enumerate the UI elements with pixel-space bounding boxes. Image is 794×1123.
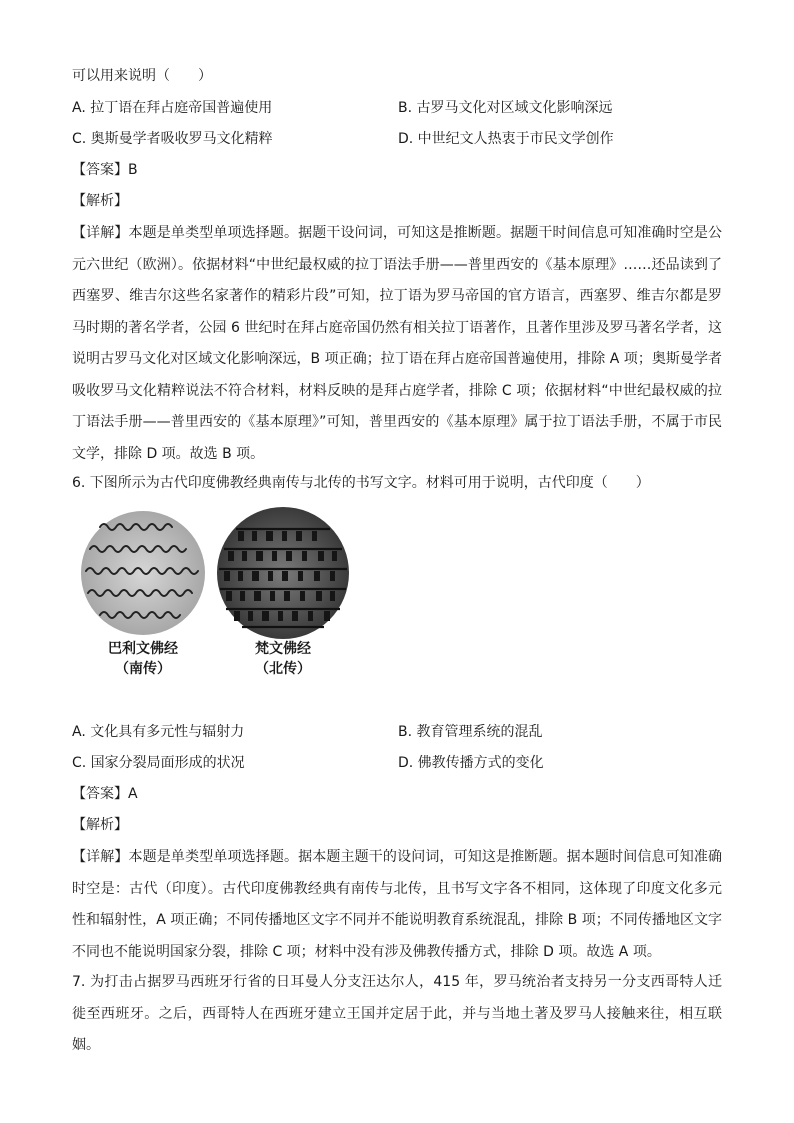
q6-option-a: A. 文化具有多元性与辐射力 (72, 724, 245, 740)
pali-caption-sub: （南传） (115, 661, 171, 677)
q6-answer: 【答案】A (72, 786, 138, 802)
q5-stem-continuation: 可以用来说明（ ） (72, 68, 212, 84)
q6-option-c: C. 国家分裂局面形成的状况 (72, 755, 245, 771)
sanskrit-caption-title: 梵文佛经 (255, 641, 311, 657)
q6-option-b: B. 教育管理系统的混乱 (398, 724, 543, 740)
q6-stem: 6. 下图所示为古代印度佛教经典南传与北传的书写文字。材料可用于说明，古代印度（ ） (72, 475, 650, 491)
script-comparison-figure (78, 505, 378, 695)
sanskrit-caption-sub: （北传） (255, 661, 311, 677)
q5-option-b: B. 古罗马文化对区域文化影响深远 (398, 100, 613, 116)
q6-option-d: D. 佛教传播方式的变化 (398, 755, 544, 771)
sanskrit-manuscript-image (217, 507, 349, 639)
q5-option-c: C. 奥斯曼学者吸收罗马文化精粹 (72, 131, 273, 147)
q5-option-a: A. 拉丁语在拜占庭帝国普遍使用 (72, 100, 273, 116)
manuscript-images (78, 505, 378, 645)
pali-caption-title: 巴利文佛经 (108, 641, 178, 657)
q7-stem: 7. 为打击占据罗马西班牙行省的日耳曼人分支汪达尔人，415 年，罗马统治者支持另一分支西哥特人迁徙至西班牙。之后，西哥特人在西班牙建立王国并定居于此，并与当地土著及罗马人接触来往，相互联姻。 (72, 974, 722, 1053)
q5-analysis-label: 【解析】 (72, 193, 128, 209)
pali-manuscript-image (81, 511, 205, 635)
q5-detail-paragraph: 【详解】本题是单类型单项选择题。据题干设问词，可知这是推断题。据题干时间信息可知准确时空是公元六世纪（欧洲）。依据材料“中世纪最权威的拉丁语法手册——普里西安的《基本原理》……还品读到了西塞罗、维吉尔这些名家著作的精彩片段”可知，拉丁语为罗马帝国的官方语言，西塞罗、维吉尔都是罗马时期的著名学者，公园 6 世纪时在拜占庭帝国仍然有相关拉丁语著作，且著作里涉及罗马著名学者，这说明古罗马文化对区域文化影响深远，B 项正确；拉丁语在拜占庭帝国普遍使用，排除 A 项；奥斯曼学者吸收罗马文化精粹说法不符合材料，材料反映的是拜占庭学者，排除 C 项；依据材料“中世纪最权威的拉丁语法手册——普里西安的《基本原理》”可知，普里西安的《基本原理》属于拉丁语法手册，不属于市民文学，排除 D 项。故选 B 项。 (72, 225, 722, 462)
q5-option-d: D. 中世纪文人热衷于市民文学创作 (398, 131, 614, 147)
q5-answer: 【答案】B (72, 162, 138, 178)
q6-detail-paragraph: 【详解】本题是单类型单项选择题。据本题主题干的设问词，可知这是推断题。据本题时间信息可知准确时空是：古代（印度）。古代印度佛教经典有南传与北传，且书写文字各不相同，这体现了印度文化多元性和辐射性，A 项正确；不同传播地区文字不同并不能说明教育系统混乱，排除 B 项；不同传播地区文字不同也不能说明国家分裂，排除 C 项；材料中没有涉及佛教传播方式，排除 D 项。故选 A 项。 (72, 849, 722, 960)
q6-analysis-label: 【解析】 (72, 817, 128, 833)
